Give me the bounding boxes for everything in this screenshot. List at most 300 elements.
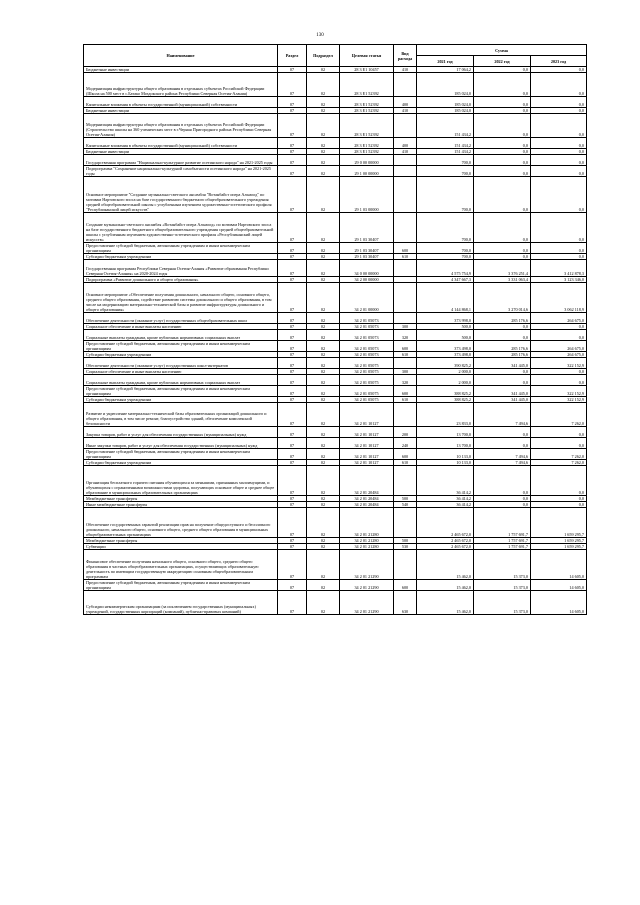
table-row bbox=[84, 73, 587, 97]
header-name: Наименование bbox=[84, 45, 278, 67]
cell-p: 02 bbox=[307, 496, 340, 502]
cell-a: 2 465 672,0 bbox=[417, 544, 474, 550]
cell-v bbox=[394, 358, 417, 369]
cell-t: 34 2 01 05075 bbox=[340, 397, 394, 403]
cell-name: Бюджетные инвестиции bbox=[84, 108, 278, 114]
cell-v: 400 bbox=[394, 138, 417, 149]
cell-v: 500 bbox=[394, 496, 417, 502]
cell-t: 34 2 01 20484 bbox=[340, 502, 394, 508]
cell-b: 0,0 bbox=[474, 73, 531, 97]
cell-v bbox=[394, 155, 417, 166]
cell-t: 34 2 01 05073 bbox=[340, 352, 394, 358]
cell-b: 0,0 bbox=[474, 375, 531, 386]
cell-p: 02 bbox=[307, 114, 340, 138]
cell-c: 322 152,9 bbox=[531, 397, 587, 403]
cell-name: Субвенции bbox=[84, 544, 278, 550]
cell-t: 34 2 01 05075 bbox=[340, 386, 394, 397]
cell-t: 34 2 01 05073 bbox=[340, 330, 394, 341]
cell-name: Межбюджетные трансферты bbox=[84, 496, 278, 502]
cell-v: 410 bbox=[394, 149, 417, 155]
cell-c: 0,0 bbox=[531, 427, 587, 438]
cell-t: 34 2 01 10127 bbox=[340, 427, 394, 438]
cell-r: 07 bbox=[278, 341, 307, 352]
cell-r: 07 bbox=[278, 508, 307, 538]
cell-name: Обеспечение государственных гарантий реализации прав на получение общедоступного и бесплатного дошкольного, начального общего, основного общего, среднего общего образования в муниципальных общеобразовательных организациях bbox=[84, 508, 278, 538]
cell-r: 07 bbox=[278, 283, 307, 313]
cell-v: 600 bbox=[394, 449, 417, 460]
cell-b: 0,0 bbox=[474, 67, 531, 73]
cell-name: Иные межбюджетные трансферты bbox=[84, 502, 278, 508]
cell-t: 34 2 01 05073 bbox=[340, 313, 394, 324]
cell-r: 07 bbox=[278, 538, 307, 544]
table-row bbox=[84, 283, 587, 313]
table-row bbox=[84, 427, 587, 438]
table-row bbox=[84, 97, 587, 108]
cell-a: 15 462,0 bbox=[417, 591, 474, 615]
cell-t: 29 1 03 00000 bbox=[340, 177, 394, 213]
cell-t: 34 2 01 05075 bbox=[340, 358, 394, 369]
cell-r: 07 bbox=[278, 260, 307, 277]
cell-a: 373 498,0 bbox=[417, 352, 474, 358]
cell-b: 1 757 691,7 bbox=[474, 538, 531, 544]
cell-b: 0,0 bbox=[474, 324, 531, 330]
cell-a: 36 414,2 bbox=[417, 502, 474, 508]
cell-r: 07 bbox=[278, 386, 307, 397]
cell-t: 34 2 01 21290 bbox=[340, 580, 394, 591]
cell-c: 1 659 295,7 bbox=[531, 544, 587, 550]
cell-name: Предоставление субсидий бюджетным, автономным учреждениям и иным некоммерческим организациям bbox=[84, 580, 278, 591]
cell-name: Социальное обеспечение и иные выплаты населению bbox=[84, 324, 278, 330]
cell-t: 34 0 00 00000 bbox=[340, 260, 394, 277]
cell-p: 02 bbox=[307, 508, 340, 538]
cell-c: 0,0 bbox=[531, 330, 587, 341]
cell-t: 34 2 01 10127 bbox=[340, 403, 394, 427]
cell-p: 02 bbox=[307, 580, 340, 591]
cell-p: 02 bbox=[307, 358, 340, 369]
cell-v bbox=[394, 550, 417, 580]
cell-t: 34 2 01 10127 bbox=[340, 438, 394, 449]
cell-name: Субсидии бюджетным учреждениям bbox=[84, 254, 278, 260]
cell-b: 3 376 251,4 bbox=[474, 260, 531, 277]
cell-v: 600 bbox=[394, 243, 417, 254]
cell-name: Социальные выплаты гражданам, кроме публичных нормативных социальных выплат bbox=[84, 330, 278, 341]
cell-r: 07 bbox=[278, 254, 307, 260]
cell-name: Межбюджетные трансферты bbox=[84, 538, 278, 544]
cell-a: 185 024,0 bbox=[417, 73, 474, 97]
cell-name: Капитальные вложения в объекты государственной (муниципальной) собственности bbox=[84, 97, 278, 108]
cell-b: 0,0 bbox=[474, 166, 531, 177]
cell-c: 0,0 bbox=[531, 375, 587, 386]
cell-v: 320 bbox=[394, 330, 417, 341]
cell-name: Создание музыкально-светского ансамбля «Вотанбайст опера Альмоод» по мотивам Нартовского эпоса на базе государственного бюджетного общеобразовательного учреждения средней общеобразовательной школы с углубленным изучением художественно-эстетического профиля «Республиканский лицей искусств» bbox=[84, 213, 278, 243]
cell-c: 0,0 bbox=[531, 496, 587, 502]
page-number: 130 bbox=[316, 33, 324, 38]
cell-v bbox=[394, 508, 417, 538]
cell-b: 285 176,6 bbox=[474, 313, 531, 324]
cell-b: 0,0 bbox=[474, 330, 531, 341]
cell-b: 341 445,0 bbox=[474, 386, 531, 397]
cell-a: 373 998,0 bbox=[417, 313, 474, 324]
cell-a: 4 575 754,9 bbox=[417, 260, 474, 277]
cell-v: 610 bbox=[394, 352, 417, 358]
cell-t: 34 2 01 00000 bbox=[340, 283, 394, 313]
cell-a: 700,0 bbox=[417, 213, 474, 243]
cell-c: 264 675,0 bbox=[531, 341, 587, 352]
table-row bbox=[84, 375, 587, 386]
cell-r: 07 bbox=[278, 403, 307, 427]
cell-r: 07 bbox=[278, 97, 307, 108]
cell-a: 500,0 bbox=[417, 324, 474, 330]
cell-p: 02 bbox=[307, 438, 340, 449]
cell-t: 34 2 01 05075 bbox=[340, 375, 394, 386]
cell-name: Субсидии бюджетным учреждениям bbox=[84, 352, 278, 358]
cell-a: 10 133,0 bbox=[417, 449, 474, 460]
cell-b: 7 494,6 bbox=[474, 449, 531, 460]
cell-r: 07 bbox=[278, 466, 307, 496]
cell-p: 02 bbox=[307, 243, 340, 254]
cell-name: Организация бесплатного горячего питания обучающихся за меньшими, признанных малоимущими, и обучающихся с ограниченными возможностями здоровья, получающих основное общее и среднее общее образование в муниципальных образовательных организациях bbox=[84, 466, 278, 496]
cell-name: Социальное обеспечение и иные выплаты населению bbox=[84, 369, 278, 375]
cell-a: 15 462,0 bbox=[417, 580, 474, 591]
cell-c: 1 659 295,7 bbox=[531, 508, 587, 538]
cell-c: 264 675,0 bbox=[531, 352, 587, 358]
cell-v: 300 bbox=[394, 369, 417, 375]
cell-b: 1 757 691,7 bbox=[474, 544, 531, 550]
header-podrazdel: Подраздел bbox=[307, 45, 340, 67]
cell-b: 341 445,0 bbox=[474, 358, 531, 369]
cell-b: 0,0 bbox=[474, 438, 531, 449]
cell-p: 02 bbox=[307, 97, 340, 108]
cell-t: 29 1 03 30407 bbox=[340, 254, 394, 260]
cell-c: 0,0 bbox=[531, 466, 587, 496]
cell-name: Основное мероприятие «Обеспечение получения дошкольного, начального общего, основного общего, среднего общего образования, содействие развитию системы дошкольного и общего образования, в том числе на модернизацию материально-технической базы и развитие инфраструктуры дошкольного и общего образования» bbox=[84, 283, 278, 313]
table-row bbox=[84, 341, 587, 352]
cell-c: 0,0 bbox=[531, 243, 587, 254]
cell-b: 7 494,6 bbox=[474, 403, 531, 427]
cell-c: 0,0 bbox=[531, 155, 587, 166]
cell-t: 29 0 00 00000 bbox=[340, 155, 394, 166]
table-row bbox=[84, 260, 587, 277]
cell-a: 2 465 672,0 bbox=[417, 538, 474, 544]
cell-a: 2 465 672,0 bbox=[417, 508, 474, 538]
cell-c: 0,0 bbox=[531, 502, 587, 508]
cell-v: 400 bbox=[394, 97, 417, 108]
cell-name: Предоставление субсидий бюджетным, автономным учреждениям и иным некоммерческим организациям bbox=[84, 243, 278, 254]
cell-name: Основное мероприятие "Создание музыкально-светского ансамбля "Вотанбайст опера Альмоод" по мотивам Нартовского эпоса на базе государственного бюджетного общеобразовательного учреждения средней общеобразовательной школы с углубленным изучением художественно-эстетического профиля "Республиканский лицей искусств" bbox=[84, 177, 278, 213]
cell-name: Обеспечение деятельности (оказание услуг) государственных общеобразовательных школ bbox=[84, 313, 278, 324]
table-row bbox=[84, 114, 587, 138]
cell-p: 02 bbox=[307, 67, 340, 73]
cell-t: 28 3 E1 52392 bbox=[340, 108, 394, 114]
cell-r: 07 bbox=[278, 277, 307, 283]
cell-c: 1 659 295,7 bbox=[531, 538, 587, 544]
cell-c: 3 412 878,3 bbox=[531, 260, 587, 277]
cell-a: 23 833,0 bbox=[417, 403, 474, 427]
header-2022: 2022 год bbox=[474, 56, 531, 67]
cell-b: 0,0 bbox=[474, 369, 531, 375]
cell-r: 07 bbox=[278, 358, 307, 369]
cell-r: 07 bbox=[278, 496, 307, 502]
cell-p: 02 bbox=[307, 254, 340, 260]
cell-c: 0,0 bbox=[531, 369, 587, 375]
cell-r: 07 bbox=[278, 375, 307, 386]
cell-t: 29 1 03 30407 bbox=[340, 213, 394, 243]
cell-name: Финансовое обеспечение получения начального общего, основного общего, среднего общего образования в частных общеобразовательных организациях, осуществляющих образовательную деятельность по имеющим государственную аккредитацию основным общеобразовательным программам bbox=[84, 550, 278, 580]
cell-b: 0,0 bbox=[474, 243, 531, 254]
cell-b: 15 373,0 bbox=[474, 591, 531, 615]
cell-b: 0,0 bbox=[474, 427, 531, 438]
cell-v: 200 bbox=[394, 427, 417, 438]
cell-name: Предоставление субсидий бюджетным, автономным учреждениям и иным некоммерческим организациям bbox=[84, 341, 278, 352]
cell-a: 10 133,0 bbox=[417, 460, 474, 466]
cell-t: 34 2 01 05073 bbox=[340, 324, 394, 330]
cell-r: 07 bbox=[278, 155, 307, 166]
cell-r: 07 bbox=[278, 67, 307, 73]
cell-p: 02 bbox=[307, 544, 340, 550]
cell-t: 34 2 01 10127 bbox=[340, 460, 394, 466]
cell-name: Предоставление субсидий бюджетным, автономным учреждениям и иным некоммерческим организациям bbox=[84, 449, 278, 460]
cell-r: 07 bbox=[278, 73, 307, 97]
cell-a: 2 000,0 bbox=[417, 375, 474, 386]
cell-p: 02 bbox=[307, 550, 340, 580]
cell-r: 07 bbox=[278, 324, 307, 330]
cell-t: 34 2 01 20484 bbox=[340, 496, 394, 502]
cell-name: Субсидии бюджетным учреждениям bbox=[84, 397, 278, 403]
cell-p: 02 bbox=[307, 369, 340, 375]
cell-name: Иные закупки товаров, работ и услуг для обеспечения государственных (муниципальных) нужд bbox=[84, 438, 278, 449]
cell-r: 07 bbox=[278, 243, 307, 254]
cell-t: 34 2 01 21290 bbox=[340, 550, 394, 580]
cell-t: 29 1 00 00000 bbox=[340, 166, 394, 177]
cell-c: 0,0 bbox=[531, 108, 587, 114]
cell-a: 2 000,0 bbox=[417, 369, 474, 375]
cell-r: 07 bbox=[278, 330, 307, 341]
cell-c: 0,0 bbox=[531, 149, 587, 155]
cell-b: 7 494,6 bbox=[474, 460, 531, 466]
cell-v: 540 bbox=[394, 502, 417, 508]
cell-t: 34 2 01 20484 bbox=[340, 466, 394, 496]
cell-name: Капитальные вложения в объекты государственной (муниципальной) собственности bbox=[84, 138, 278, 149]
cell-a: 15 462,0 bbox=[417, 550, 474, 580]
table-row bbox=[84, 243, 587, 254]
table-row bbox=[84, 138, 587, 149]
cell-v bbox=[394, 313, 417, 324]
cell-a: 13 700,0 bbox=[417, 427, 474, 438]
table-row bbox=[84, 449, 587, 460]
table-row bbox=[84, 313, 587, 324]
cell-r: 07 bbox=[278, 369, 307, 375]
table-row bbox=[84, 591, 587, 615]
cell-t: 34 2 01 21280 bbox=[340, 538, 394, 544]
cell-t: 28 3 E1 52392 bbox=[340, 114, 394, 138]
cell-v: 500 bbox=[394, 538, 417, 544]
cell-c: 0,0 bbox=[531, 177, 587, 213]
cell-c: 0,0 bbox=[531, 166, 587, 177]
cell-c: 14 605,0 bbox=[531, 591, 587, 615]
cell-r: 07 bbox=[278, 438, 307, 449]
cell-p: 02 bbox=[307, 73, 340, 97]
cell-a: 4 144 868,1 bbox=[417, 283, 474, 313]
table-row bbox=[84, 466, 587, 496]
cell-c: 0,0 bbox=[531, 97, 587, 108]
cell-p: 02 bbox=[307, 324, 340, 330]
cell-p: 02 bbox=[307, 375, 340, 386]
cell-a: 17 064,2 bbox=[417, 67, 474, 73]
cell-v: 600 bbox=[394, 386, 417, 397]
cell-p: 02 bbox=[307, 341, 340, 352]
table-body bbox=[84, 67, 587, 615]
cell-a: 185 024,0 bbox=[417, 108, 474, 114]
cell-v: 300 bbox=[394, 324, 417, 330]
cell-b: 285 176,6 bbox=[474, 341, 531, 352]
table-row bbox=[84, 358, 587, 369]
cell-v: 320 bbox=[394, 375, 417, 386]
cell-c: 322 152,9 bbox=[531, 386, 587, 397]
cell-r: 07 bbox=[278, 544, 307, 550]
cell-a: 151 434,2 bbox=[417, 114, 474, 138]
cell-v bbox=[394, 213, 417, 243]
cell-name: Модернизация инфраструктуры общего образования в отдельных субъектах Российской Федерации (Строительство школы на 360 ученических мест в г.Черная Пригородного района Республики Северная Осетия-Алания) bbox=[84, 114, 278, 138]
cell-p: 02 bbox=[307, 427, 340, 438]
cell-b: 0,0 bbox=[474, 496, 531, 502]
cell-c: 3 062 118,9 bbox=[531, 283, 587, 313]
cell-v: 410 bbox=[394, 67, 417, 73]
budget-table bbox=[83, 44, 587, 615]
cell-v bbox=[394, 260, 417, 277]
cell-name: Обеспечение деятельности (оказание услуг) государственных школ-интернатов bbox=[84, 358, 278, 369]
cell-r: 07 bbox=[278, 114, 307, 138]
cell-c: 0,0 bbox=[531, 138, 587, 149]
cell-a: 151 434,2 bbox=[417, 149, 474, 155]
cell-v: 630 bbox=[394, 591, 417, 615]
cell-r: 07 bbox=[278, 591, 307, 615]
cell-b: 3 331 063,4 bbox=[474, 277, 531, 283]
header-target: Целевая статья bbox=[340, 45, 394, 67]
table-row bbox=[84, 213, 587, 243]
cell-name: Закупка товаров, работ и услуг для обеспечения государственных (муниципальных) нужд bbox=[84, 427, 278, 438]
header-2021: 2021 год bbox=[417, 56, 474, 67]
cell-b: 3 270 014,6 bbox=[474, 283, 531, 313]
table-row bbox=[84, 438, 587, 449]
cell-name: Подпрограмма «Развитие дошкольного и общего образования» bbox=[84, 277, 278, 283]
cell-r: 07 bbox=[278, 352, 307, 358]
header-razdel: Раздел bbox=[278, 45, 307, 67]
cell-b: 0,0 bbox=[474, 254, 531, 260]
cell-p: 02 bbox=[307, 466, 340, 496]
cell-name: Субсидии бюджетным учреждениям bbox=[84, 460, 278, 466]
cell-p: 02 bbox=[307, 403, 340, 427]
cell-b: 0,0 bbox=[474, 108, 531, 114]
cell-r: 07 bbox=[278, 177, 307, 213]
cell-a: 185 024,0 bbox=[417, 97, 474, 108]
cell-p: 02 bbox=[307, 213, 340, 243]
cell-a: 151 434,2 bbox=[417, 138, 474, 149]
table-row bbox=[84, 550, 587, 580]
table-row bbox=[84, 386, 587, 397]
cell-v bbox=[394, 466, 417, 496]
cell-t: 28 3 E1 52392 bbox=[340, 97, 394, 108]
cell-r: 07 bbox=[278, 427, 307, 438]
cell-v bbox=[394, 177, 417, 213]
cell-b: 341 445,0 bbox=[474, 397, 531, 403]
cell-name: Бюджетные инвестиции bbox=[84, 149, 278, 155]
cell-p: 02 bbox=[307, 460, 340, 466]
cell-a: 13 700,0 bbox=[417, 438, 474, 449]
cell-p: 02 bbox=[307, 449, 340, 460]
cell-c: 0,0 bbox=[531, 67, 587, 73]
table-row bbox=[84, 508, 587, 538]
cell-a: 373 498,0 bbox=[417, 341, 474, 352]
cell-p: 02 bbox=[307, 155, 340, 166]
cell-p: 02 bbox=[307, 538, 340, 544]
cell-c: 0,0 bbox=[531, 114, 587, 138]
cell-a: 700,0 bbox=[417, 155, 474, 166]
cell-t: 28 3 E1 52392 bbox=[340, 149, 394, 155]
cell-v bbox=[394, 114, 417, 138]
cell-a: 390 825,2 bbox=[417, 358, 474, 369]
cell-name: Государственная программа "Национально-культурное развитие осетинского народа" на 2021-2025 годы bbox=[84, 155, 278, 166]
cell-a: 700,0 bbox=[417, 177, 474, 213]
cell-t: 34 2 01 05073 bbox=[340, 341, 394, 352]
cell-c: 7 262,0 bbox=[531, 403, 587, 427]
cell-r: 07 bbox=[278, 502, 307, 508]
cell-a: 700,0 bbox=[417, 243, 474, 254]
cell-a: 388 825,2 bbox=[417, 386, 474, 397]
cell-r: 07 bbox=[278, 313, 307, 324]
cell-v bbox=[394, 283, 417, 313]
cell-p: 02 bbox=[307, 502, 340, 508]
cell-c: 14 605,0 bbox=[531, 580, 587, 591]
cell-p: 02 bbox=[307, 591, 340, 615]
cell-c: 14 605,0 bbox=[531, 550, 587, 580]
cell-v: 530 bbox=[394, 544, 417, 550]
cell-r: 07 bbox=[278, 449, 307, 460]
cell-name: Подпрограмма "Сохранение национально-культурной самобытности осетинского народа" на 2021-2025 годы bbox=[84, 166, 278, 177]
cell-r: 07 bbox=[278, 166, 307, 177]
cell-r: 07 bbox=[278, 138, 307, 149]
cell-p: 02 bbox=[307, 313, 340, 324]
cell-name: Развитие и укрепление материально-технической базы образовательных организаций дошкольного и общего образования, в том числе ремонт, благоустройство зданий, обеспечение комплексной безопасности bbox=[84, 403, 278, 427]
cell-v bbox=[394, 73, 417, 97]
cell-v: 240 bbox=[394, 438, 417, 449]
cell-b: 0,0 bbox=[474, 502, 531, 508]
cell-r: 07 bbox=[278, 550, 307, 580]
cell-r: 07 bbox=[278, 397, 307, 403]
cell-t: 28 3 E1 10457 bbox=[340, 67, 394, 73]
cell-v: 600 bbox=[394, 580, 417, 591]
cell-r: 07 bbox=[278, 460, 307, 466]
table-row bbox=[84, 403, 587, 427]
cell-t: 34 2 00 00000 bbox=[340, 277, 394, 283]
cell-t: 34 2 01 21280 bbox=[340, 544, 394, 550]
cell-c: 0,0 bbox=[531, 254, 587, 260]
header-summa: Сумма bbox=[417, 45, 587, 56]
cell-name: Социальные выплаты гражданам, кроме публичных нормативных социальных выплат bbox=[84, 375, 278, 386]
cell-a: 700,0 bbox=[417, 166, 474, 177]
cell-t: 28 3 E1 52392 bbox=[340, 138, 394, 149]
cell-p: 02 bbox=[307, 330, 340, 341]
table-row bbox=[84, 177, 587, 213]
cell-a: 700,0 bbox=[417, 254, 474, 260]
cell-p: 02 bbox=[307, 149, 340, 155]
cell-c: 3 123 346,0 bbox=[531, 277, 587, 283]
cell-c: 0,0 bbox=[531, 438, 587, 449]
header-2023: 2023 год bbox=[531, 56, 587, 67]
cell-b: 0,0 bbox=[474, 114, 531, 138]
cell-p: 02 bbox=[307, 177, 340, 213]
cell-name: Государственная программа Республики Северная Осетия-Алания «Развитие образования Республики Северная Осетия-Алания» на 2020-2024 годы bbox=[84, 260, 278, 277]
cell-a: 4 347 667,3 bbox=[417, 277, 474, 283]
